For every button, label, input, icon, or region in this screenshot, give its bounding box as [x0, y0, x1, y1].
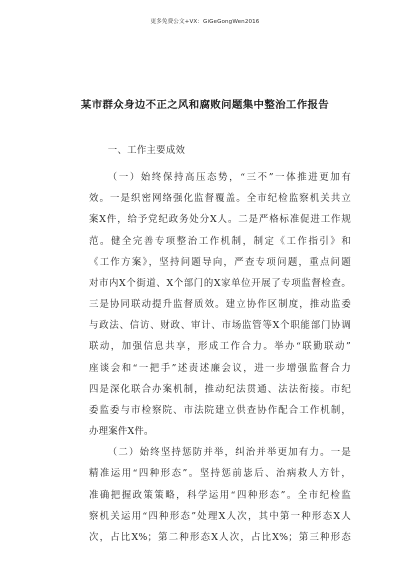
paragraph-line: 效。一是织密网络强化监督覆盖。全市纪检监察机关共立: [89, 193, 351, 205]
paragraph-line: 三是协同联动提升监督质效。建立协作区制度，推动监委: [89, 299, 351, 311]
paragraph-line: （二）始终坚持惩防并举，纠治并举更加有力。一是: [107, 447, 351, 459]
paragraph-1: [89, 167, 351, 442]
header-note: 更多免费公文+VX：GiGeGongWen2016: [150, 19, 260, 25]
paragraph-line: 座谈会和“一把手”述责述廉会议，进一步增强监督合力: [89, 362, 351, 374]
document-title: 某市群众身边不正之风和腐败问题集中整治工作报告: [80, 99, 330, 111]
paragraph-line: 委监委与市检察院、市法院建立供查协作配合工作机制，: [89, 404, 351, 416]
paragraph-line: 四是深化联合办案机制，推动纪法贯通、法法衔接。市纪: [89, 383, 351, 395]
paragraph-line: 《工作方案》，坚持问题导向，严查专项问题，重点问题: [89, 256, 351, 268]
paragraph-line: 次，占比X%；第二种形态X人次，占比X%；第三种形态: [89, 531, 351, 543]
section-heading: 一、工作主要成效: [107, 145, 186, 156]
paragraph-line: 察机关运用“四种形态”处理X人次，其中第一种形态X人: [89, 510, 351, 522]
document-body: [89, 140, 351, 548]
paragraph-line: 对市内X个街道、X个部门的X家单位开展了专项监督检查。: [89, 277, 351, 289]
paragraph-line: 精准运用“四种形态”。坚持惩前毖后、治病救人方针，: [89, 468, 351, 480]
paragraph-line: 范。健全完善专项整治工作机制，制定《工作指引》和: [89, 235, 351, 247]
paragraph-line: 与政法、信访、财政、审计、市场监管等X个职能部门协调: [89, 320, 351, 332]
paragraph-line: 办理案件X件。: [89, 426, 154, 438]
paragraph-2: [89, 442, 351, 548]
paragraph-line: 准确把握政策策略，科学运用“四种形态”。全市纪检监: [89, 489, 351, 501]
paragraph-line: （一）始终保持高压态势，“三不”一体推进更加有: [107, 172, 351, 184]
paragraph-line: 案X件，给予党纪政务处分X人。二是严格标准促进工作规: [89, 214, 351, 226]
paragraph-line: 联动，加强信息共享，形成工作合力。举办“联勤联动”: [89, 341, 351, 353]
